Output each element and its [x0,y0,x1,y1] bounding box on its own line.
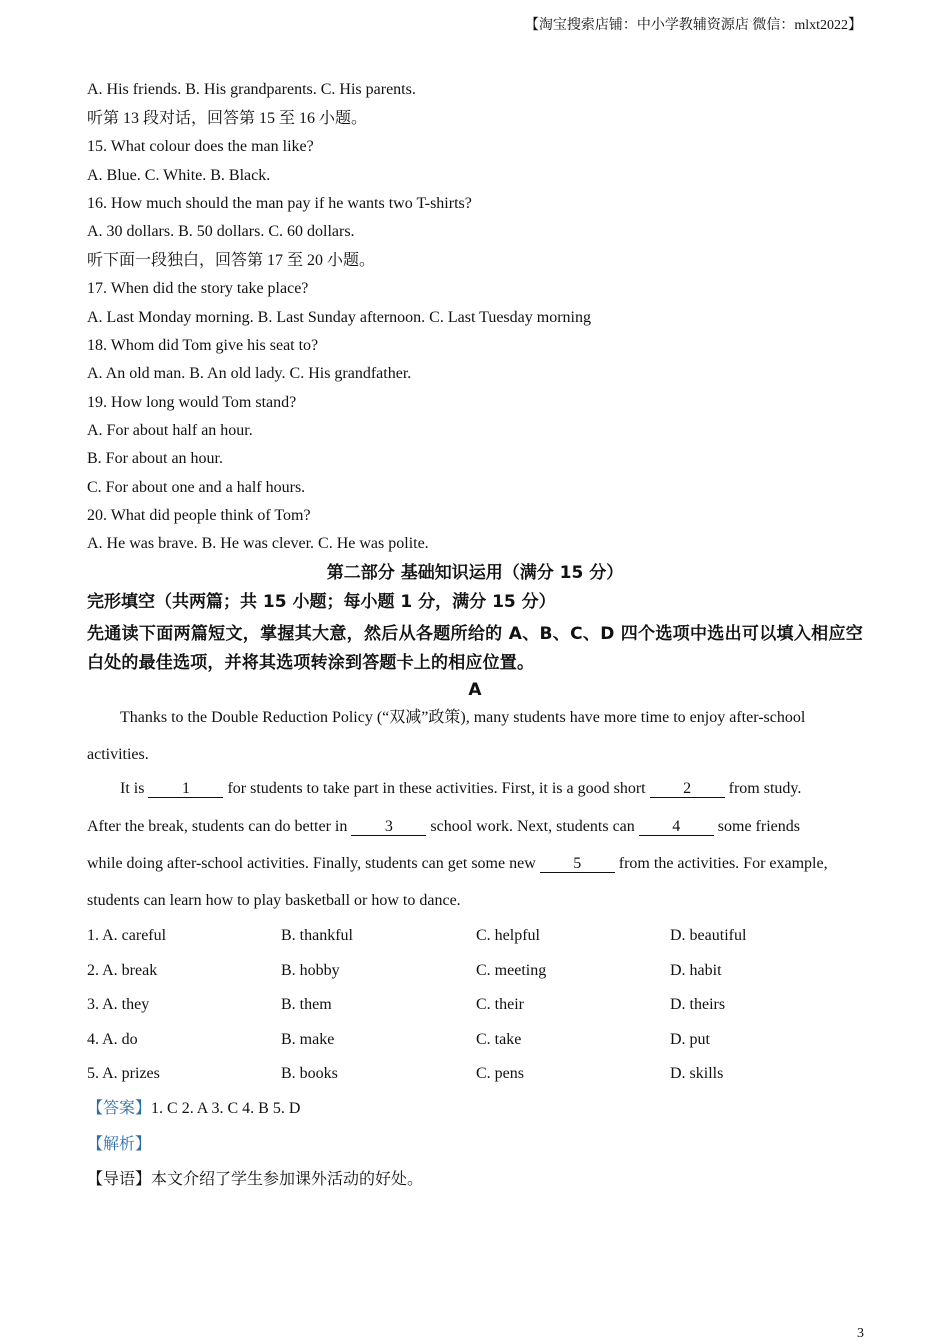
answer-text: 1. C 2. A 3. C 4. B 5. D [151,1100,301,1117]
guide-text: 本文介绍了学生参加课外活动的好处。 [151,1171,424,1188]
q15-options: A. Blue. C. White. B. Black. [87,167,271,184]
passage-text: some friends [713,818,800,835]
q18-question: 18. Whom did Tom give his seat to? [87,337,319,354]
guide-line [87,1170,423,1190]
passage-label: A [468,680,482,700]
option-text: B. hobby [281,962,340,979]
answer-line [87,1099,300,1119]
q17-options: A. Last Monday morning. B. Last Sunday afternoon. C. Last Tuesday morning [87,309,591,326]
passage-text: from the activities. For example, [614,855,828,872]
passage-line-2 [120,779,801,799]
passage-line-1b: activities. [87,746,149,763]
options-row-4 [87,1030,863,1050]
q19-option-b: B. For about an hour. [87,450,223,467]
blank-3: 3 [351,819,426,836]
passage-line-1: Thanks to the Double Reduction Policy (“双减”政策), many students have more time to enjoy after-school [120,709,806,726]
option-text: C. take [476,1031,522,1048]
option-text: 1. A. careful [87,927,167,944]
option-text: B. books [281,1065,338,1082]
options-row-5 [87,1064,863,1084]
passage-line-3 [87,817,800,837]
blank-2: 2 [650,781,725,798]
section-subtitle: 完形填空（共两篇；共 15 小题；每小题 1 分，满分 15 分） [87,592,556,612]
monologue-instruction: 听下面一段独白，回答第 17 至 20 小题。 [87,252,376,269]
option-text: D. skills [670,1065,724,1082]
q14-options: A. His friends. B. His grandparents. C. His parents. [87,81,416,98]
option-text: B. make [281,1031,335,1048]
analysis-label: 【解析】 [87,1136,152,1153]
option-text: 5. A. prizes [87,1065,160,1082]
section-instruction: 先通读下面两篇短文，掌握其大意，然后从各题所给的 A、B、C、D 四个选项中选出可以填入相应空白处的最佳选项，并将其选项转涂到答题卡上的相应位置。 [87,624,863,673]
q15-question: 15. What colour does the man like? [87,138,314,155]
passage-text: for students to take part in these activities. First, it is a good short [223,780,650,797]
passage-text: After the break, students can do better in [87,818,352,835]
option-text: B. them [281,996,332,1013]
passage-text: from study. [724,780,802,797]
passage-text: while doing after-school activities. Finally, students can get some new [87,855,540,872]
q17-question: 17. When did the story take place? [87,280,309,297]
passage-line-5: students can learn how to play basketball or how to dance. [87,892,461,909]
q16-options: A. 30 dollars. B. 50 dollars. C. 60 dollars. [87,223,355,240]
option-text: D. put [670,1031,710,1048]
q20-question: 20. What did people think of Tom? [87,507,311,524]
blank-1: 1 [148,781,223,798]
options-row-2 [87,961,863,981]
section-title: 第二部分 基础知识运用（满分 15 分） [326,563,624,583]
blank-5: 5 [540,856,615,873]
option-text: 4. A. do [87,1031,138,1048]
option-text: 3. A. they [87,996,150,1013]
page-header: 【淘宝搜索店铺：中小学教辅资源店 微信：mlxt2022】 [524,18,862,33]
dialogue-13-instruction: 听第 13 段对话，回答第 15 至 16 小题。 [87,110,368,127]
option-text: D. habit [670,962,722,979]
option-text: 2. A. break [87,962,158,979]
option-text: C. their [476,996,524,1013]
q20-options: A. He was brave. B. He was clever. C. He was polite. [87,535,429,552]
options-row-1 [87,926,863,946]
q18-options: A. An old man. B. An old lady. C. His grandfather. [87,365,412,382]
passage-text: school work. Next, students can [426,818,639,835]
option-text: B. thankful [281,927,353,944]
answer-label: 【答案】 [87,1100,152,1117]
q19-option-c: C. For about one and a half hours. [87,479,306,496]
option-text: D. beautiful [670,927,747,944]
option-text: C. pens [476,1065,524,1082]
q16-question: 16. How much should the man pay if he wants two T-shirts? [87,195,472,212]
guide-label: 【导语】 [87,1171,152,1188]
option-text: C. meeting [476,962,547,979]
q19-option-a: A. For about half an hour. [87,422,253,439]
passage-line-4 [87,854,828,874]
option-text: C. helpful [476,927,540,944]
option-text: D. theirs [670,996,726,1013]
options-row-3 [87,995,863,1015]
page-number: 3 [857,1326,864,1341]
q19-question: 19. How long would Tom stand? [87,394,297,411]
passage-text: It is [120,780,149,797]
blank-4: 4 [639,819,714,836]
